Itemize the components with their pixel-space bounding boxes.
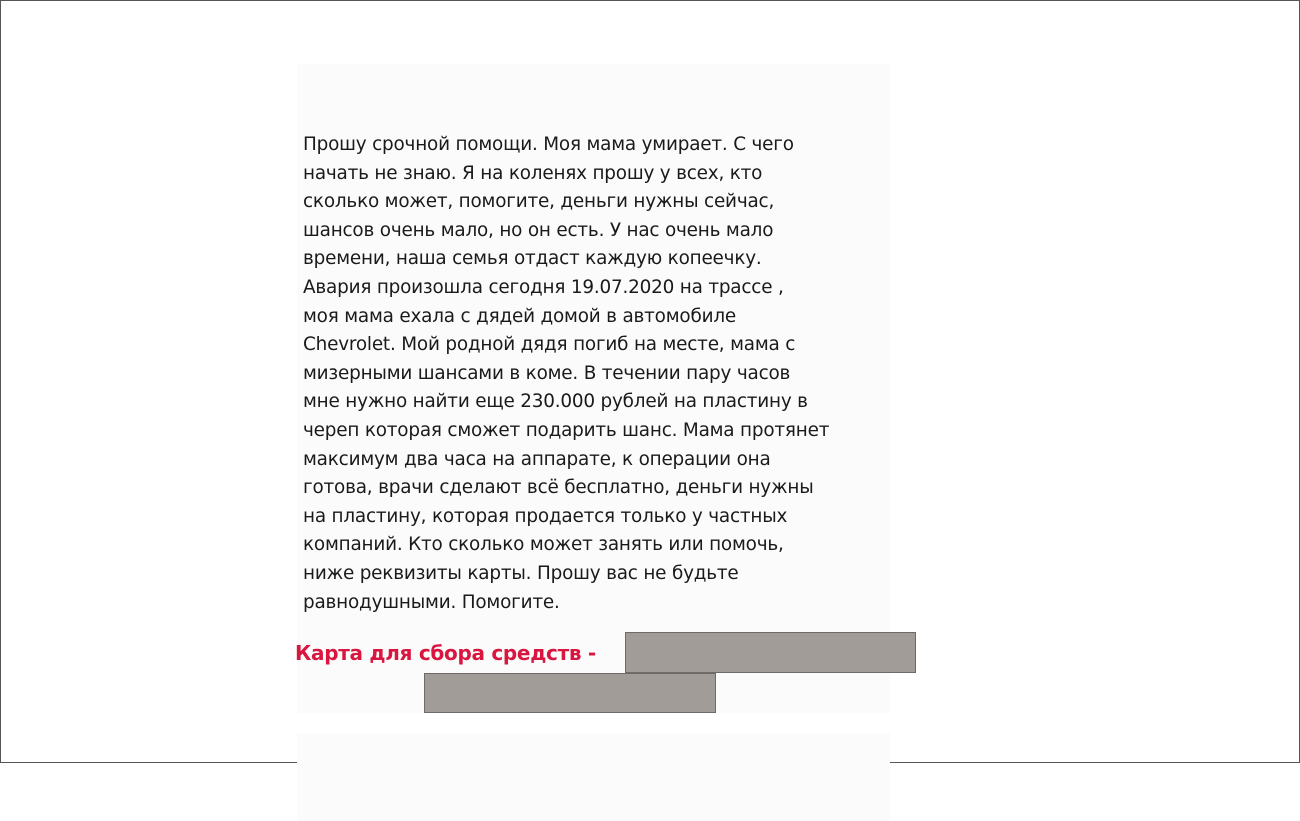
redaction-box-card-holder <box>424 673 716 713</box>
appeal-text <box>303 131 903 617</box>
text-line: Авария произошла сегодня 19.07.2020 на трассе , <box>303 276 784 298</box>
text-line: равнодушными. Помогите. <box>303 591 560 613</box>
text-line: моя мама ехала с дядей домой в автомобиле <box>303 305 737 327</box>
text-line: Chevrolet. Мой родной дядя погиб на месте, мама с <box>303 334 796 356</box>
text-line: начать не знаю. Я на коленях прошу у всех, кто <box>303 162 763 184</box>
card-label: Карта для сбора средств - <box>295 641 596 665</box>
text-line: шансов очень мало, но он есть. У нас очень мало <box>303 219 774 241</box>
text-line: Прошу срочной помощи. Моя мама умирает. С чего <box>303 134 794 155</box>
redaction-box-card-number <box>625 632 916 673</box>
text-line: сколько может, помогите, деньги нужны сейчас, <box>303 191 775 213</box>
text-line: ниже реквизиты карты. Прошу вас не будьте <box>303 562 739 584</box>
text-line: компаний. Кто сколько может занять или помочь, <box>303 534 784 556</box>
text-line: на пластину, которая продается только у частных <box>303 505 788 527</box>
text-line: максимум два часа на аппарате, к операции она <box>303 448 771 470</box>
text-line: времени, наша семья отдаст каждую копеечку. <box>303 248 762 270</box>
text-line: мизерными шансами в коме. В течении пару часов <box>303 362 791 384</box>
text-line: готова, врачи сделают всё бесплатно, деньги нужны <box>303 477 814 499</box>
text-line: мне нужно найти еще 230.000 рублей на пластину в <box>303 391 808 413</box>
page-separator <box>297 713 890 733</box>
text-line: череп которая сможет подарить шанс. Мама протянет <box>303 419 830 441</box>
